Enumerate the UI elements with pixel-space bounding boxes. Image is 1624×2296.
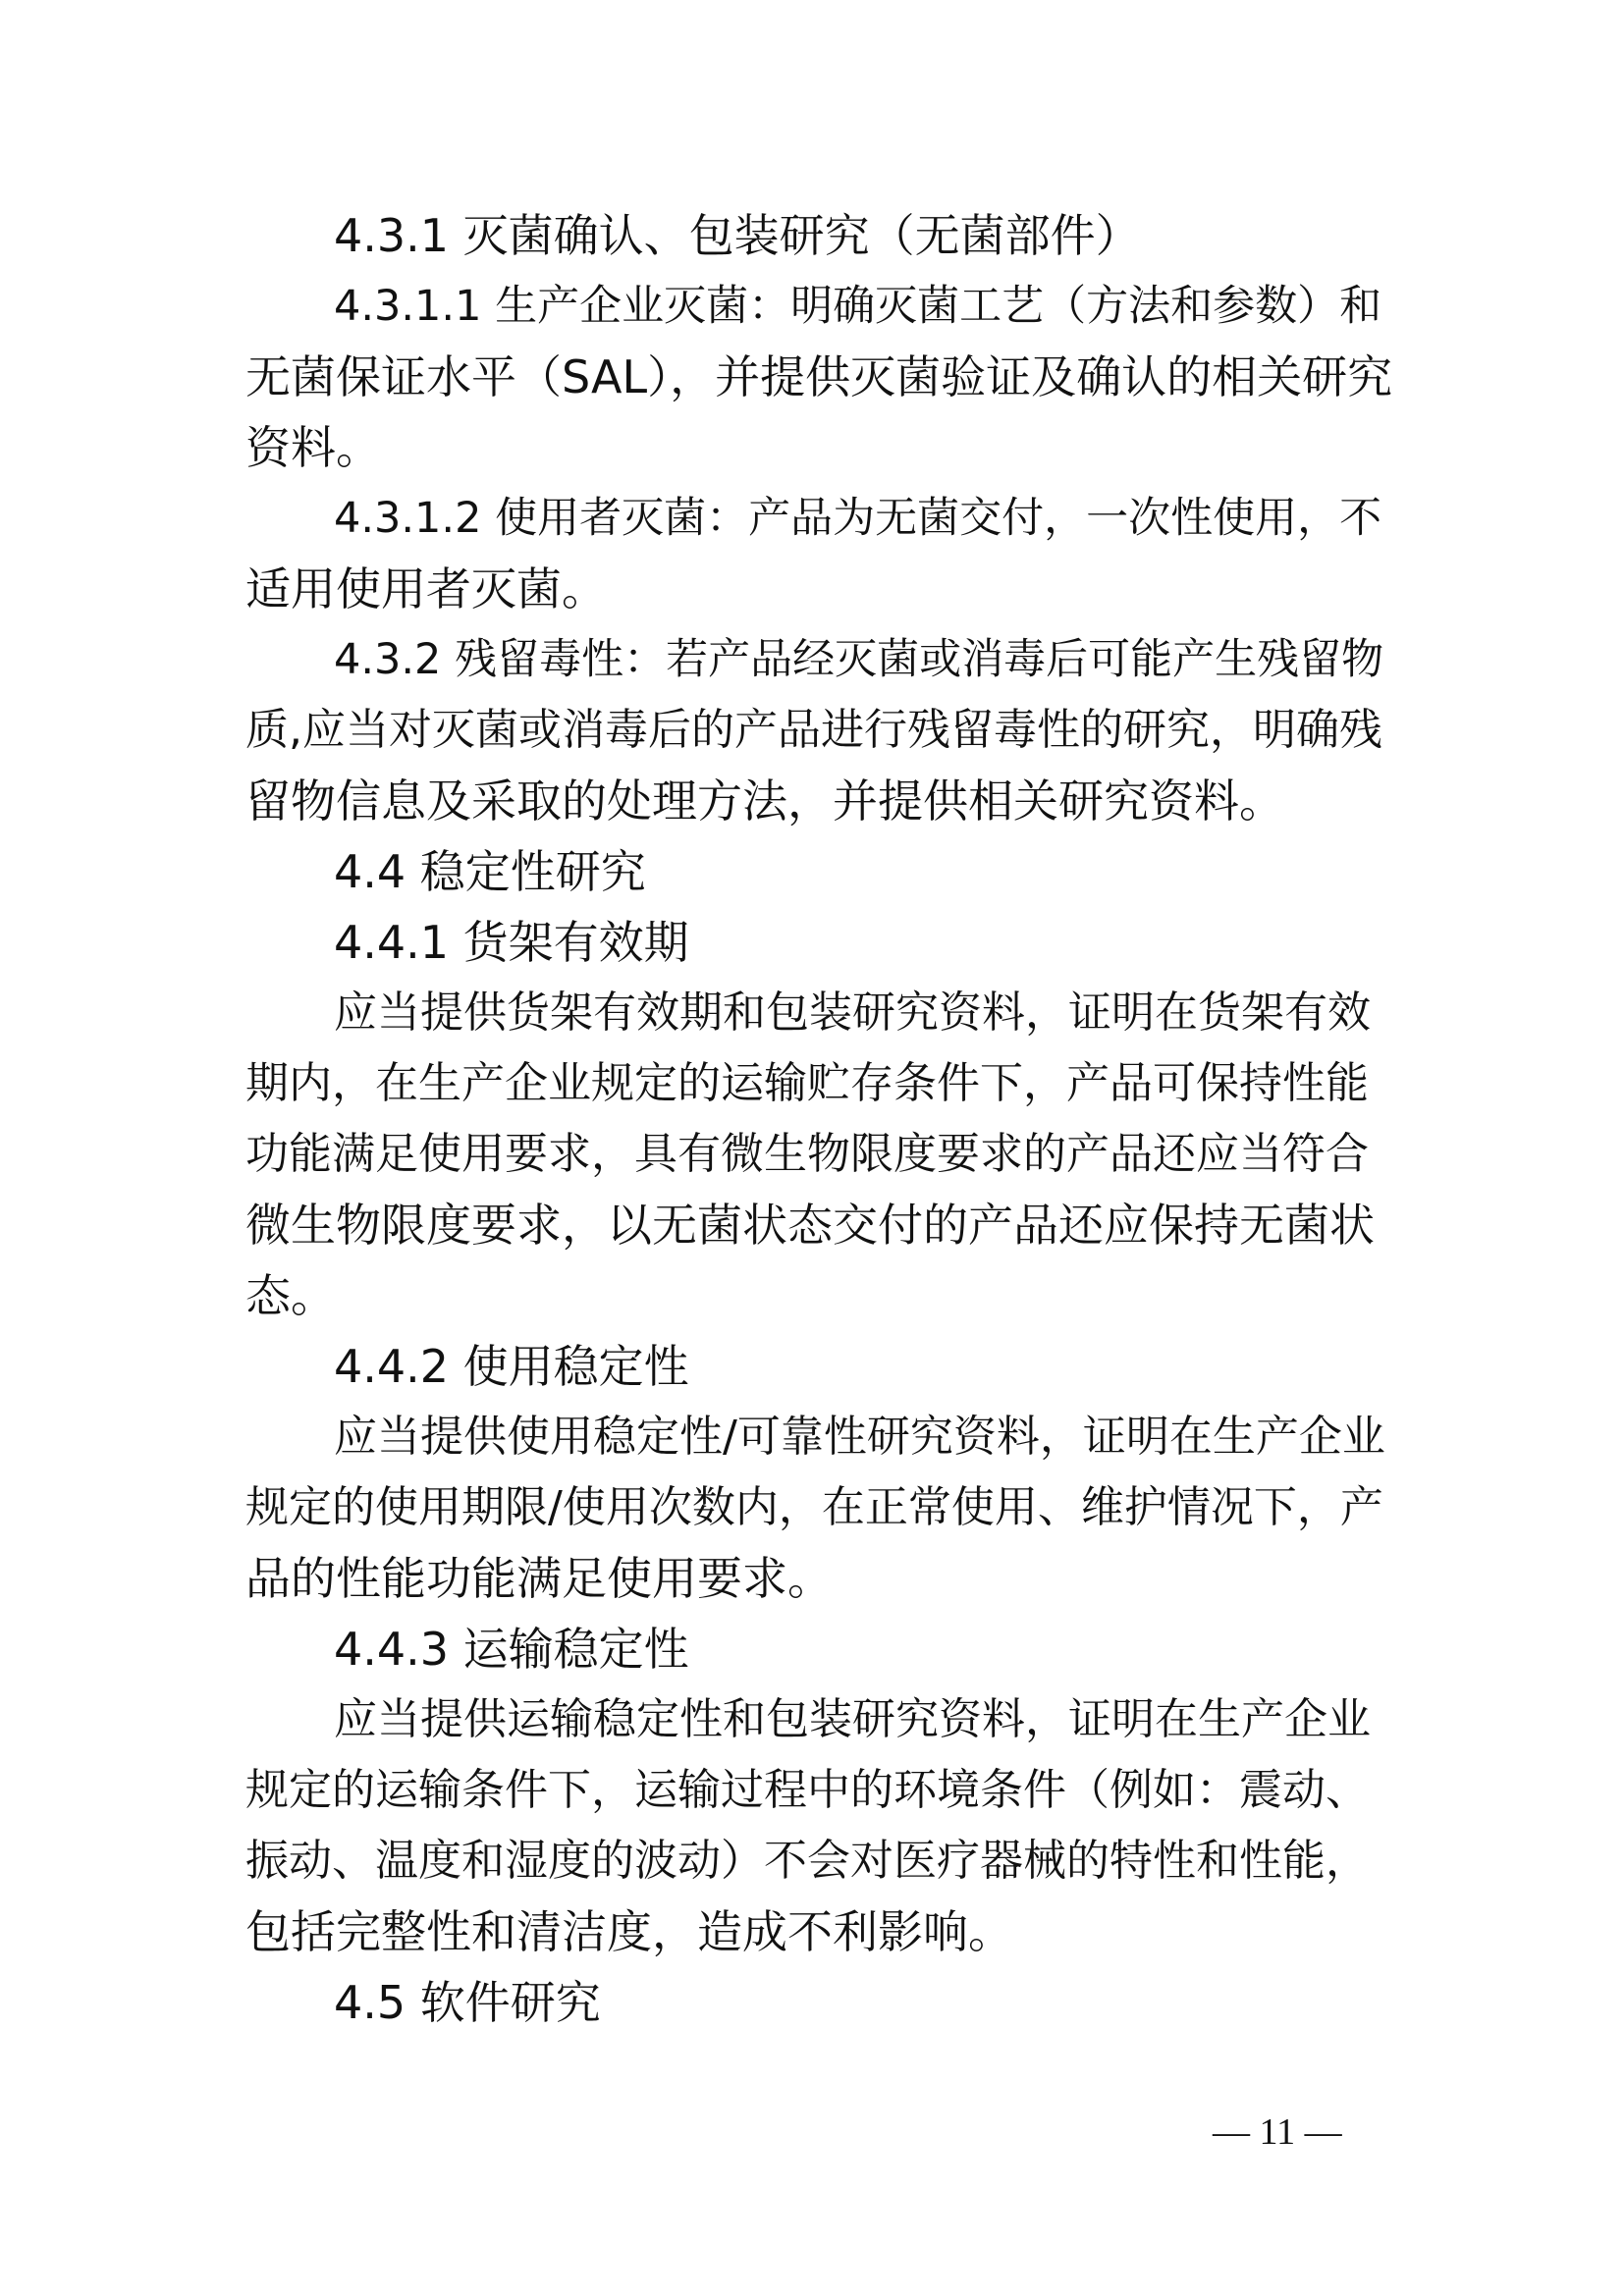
- paragraph-line: 质,应当对灭菌或消毒后的产品进行残留毒性的研究，明确残: [245, 705, 1382, 755]
- section-heading-4-5: 4.5 软件研究: [334, 1976, 601, 2029]
- paragraph-line: 应当提供货架有效期和包装研究资料，证明在货架有效: [334, 988, 1371, 1038]
- section-heading-4-4-1: 4.4.1 货架有效期: [334, 916, 689, 969]
- paragraph-line: 规定的运输条件下，运输过程中的环境条件（例如：震动、: [245, 1765, 1369, 1815]
- paragraph-line: 规定的使用期限/使用次数内，在正常使用、维护情况下，产: [245, 1482, 1383, 1532]
- section-heading-4-3-1: 4.3.1 灭菌确认、包装研究（无菌部件）: [334, 209, 1141, 262]
- paragraph-line: 4.3.1.1 生产企业灭菌：明确灭菌工艺（方法和参数）和: [334, 282, 1382, 331]
- document-body: [245, 200, 1394, 2038]
- paragraph-line: 功能满足使用要求，具有微生物限度要求的产品还应当符合: [245, 1129, 1369, 1179]
- section-heading-4-4-3: 4.4.3 运输稳定性: [334, 1623, 689, 1676]
- section-heading-4-4-2: 4.4.2 使用稳定性: [334, 1340, 689, 1393]
- paragraph-line: 应当提供运输稳定性和包装研究资料，证明在生产企业: [334, 1694, 1371, 1744]
- paragraph-line: 微生物限度要求，以无菌状态交付的产品还应保持无菌状: [245, 1199, 1375, 1252]
- page-number: — 11 —: [1213, 2111, 1342, 2153]
- paragraph-line: 4.3.1.2 使用者灭菌：产品为无菌交付，一次性使用，不: [334, 494, 1382, 543]
- paragraph-line: 留物信息及采取的处理方法，并提供相关研究资料。: [245, 774, 1284, 828]
- paragraph-line: 应当提供使用稳定性/可靠性研究资料，证明在生产企业: [334, 1412, 1385, 1462]
- paragraph-line: 4.3.2 残留毒性：若产品经灭菌或消毒后可能产生残留物: [334, 635, 1384, 684]
- paragraph-line: 期内，在生产企业规定的运输贮存条件下，产品可保持性能: [245, 1058, 1369, 1108]
- paragraph-line: 振动、温度和湿度的波动）不会对医疗器械的特性和性能，: [245, 1836, 1369, 1886]
- section-heading-4-4: 4.4 稳定性研究: [334, 845, 646, 898]
- paragraph-line: 包括完整性和清洁度，造成不利影响。: [245, 1905, 1013, 1958]
- paragraph-line: 适用使用者灭菌。: [245, 562, 607, 615]
- paragraph-line: 品的性能功能满足使用要求。: [245, 1552, 833, 1605]
- paragraph-line: 无菌保证水平（SAL），并提供灭菌验证及确认的相关研究: [245, 350, 1393, 403]
- paragraph-line: 态。: [245, 1269, 336, 1322]
- paragraph-line: 资料。: [245, 421, 381, 474]
